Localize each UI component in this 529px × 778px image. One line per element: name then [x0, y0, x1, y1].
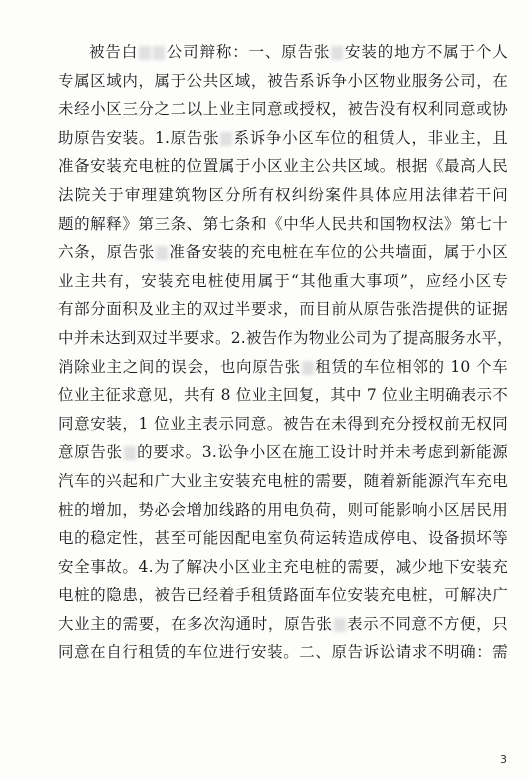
- text-line: [58, 496, 508, 525]
- text-line: [58, 210, 508, 239]
- text-segment: 系诉争小区车位的租赁人，非业主，且: [233, 128, 508, 147]
- text-line: [58, 638, 508, 667]
- text-segment: 法院关于审理建筑物区分所有权纠纷案件具体应用法律若干问: [58, 185, 508, 204]
- text-line: [58, 324, 513, 353]
- text-segment: 有部分面积及业主的双过半要求，而目前从原告张浩提供的证据: [58, 300, 508, 319]
- text-line: [58, 467, 508, 496]
- text-segment: 专属区域内，属于公共区域，被告系诉争小区物业服务公司，在: [58, 71, 508, 90]
- document-body: [58, 38, 513, 667]
- text-line: [58, 95, 508, 124]
- redaction-mark: [220, 132, 232, 146]
- text-segment: 电的稳定性，甚至可能因配电室负荷运转造成停电、设备损坏等: [58, 529, 508, 548]
- text-segment: 准备安装的充电桩在车位的公共墙面，属于小区: [168, 243, 508, 262]
- text-line: [58, 353, 508, 382]
- text-line: [58, 553, 508, 582]
- text-segment: 公司辩称：一、原告张: [166, 43, 331, 61]
- text-line: [58, 181, 508, 210]
- text-segment: 大业主的需要，在多次沟通时，原告张: [58, 614, 333, 633]
- redaction-mark: [124, 446, 136, 460]
- redaction-mark: [331, 46, 343, 60]
- text-line: [58, 610, 508, 639]
- text-line: [58, 152, 508, 181]
- text-segment: 中并未达到双过半要求。2.被告作为物业公司为了提高服务水平，: [58, 328, 513, 347]
- text-segment: 电桩的隐患，被告已经着手租赁路面车位安装充电桩，可解决广: [58, 586, 508, 605]
- text-line: [58, 581, 508, 610]
- redaction-mark: [156, 246, 168, 260]
- text-segment: 同意安装，1 位业主表示同意。被告在未得到充分授权前无权同: [58, 414, 508, 433]
- text-line: [58, 238, 508, 267]
- text-segment: 未经小区三分之二以上业主同意或授权，被告没有权利同意或协: [58, 100, 508, 119]
- text-segment: 安全事故。4.为了解决小区业主充电桩的需要，减少地下安装充: [58, 557, 508, 576]
- text-segment: 位业主征求意见，共有 8 位业主回复，其中 7 位业主明确表示不: [58, 386, 508, 405]
- redaction-mark: [139, 46, 151, 60]
- page-number: 3: [500, 753, 507, 766]
- redaction-mark: [334, 618, 346, 632]
- text-line: [58, 124, 508, 153]
- text-segment: 题的解释》第三条、第七条和《中华人民共和国物权法》第七十: [58, 214, 508, 233]
- text-segment: 汽车的兴起和广大业主安装充电桩的需要，随着新能源汽车充电: [58, 471, 508, 490]
- text-segment: 消除业主之间的误会，也向原告张: [58, 357, 301, 376]
- text-line: [58, 410, 508, 439]
- text-segment: 助原告安装。1.原告张: [58, 128, 220, 147]
- text-line: [58, 381, 508, 410]
- text-line: [58, 438, 508, 467]
- text-line: [58, 524, 508, 553]
- redaction-mark: [302, 361, 314, 375]
- text-segment: 的要求。3.讼争小区在施工设计时并未考虑到新能源: [136, 443, 508, 462]
- text-line: [58, 295, 508, 324]
- text-segment: 准备安装充电桩的位置属于小区业主公共区域。根据《最高人民: [58, 157, 508, 176]
- text-segment: 租赁的车位相邻的 10 个车: [314, 357, 508, 376]
- text-segment: 业主共有，安装充电桩使用属于“其他重大事项”，应经小区专: [58, 271, 508, 290]
- text-segment: 六条，原告张: [58, 243, 155, 262]
- text-segment: 安装的地方不属于个人: [344, 43, 508, 61]
- text-segment: 被告白: [89, 43, 139, 61]
- text-segment: 同意在自行租赁的车位进行安装。二、原告诉讼请求不明确：需: [58, 643, 508, 662]
- text-segment: 表示不同意不方便，只: [346, 614, 508, 633]
- redaction-mark: [153, 46, 165, 60]
- text-line: [58, 38, 508, 67]
- text-segment: 意原告张: [58, 443, 123, 462]
- text-segment: 桩的增加，势必会增加线路的用电负荷，则可能影响小区居民用: [58, 500, 508, 519]
- text-line: [58, 267, 508, 296]
- text-line: [58, 67, 508, 96]
